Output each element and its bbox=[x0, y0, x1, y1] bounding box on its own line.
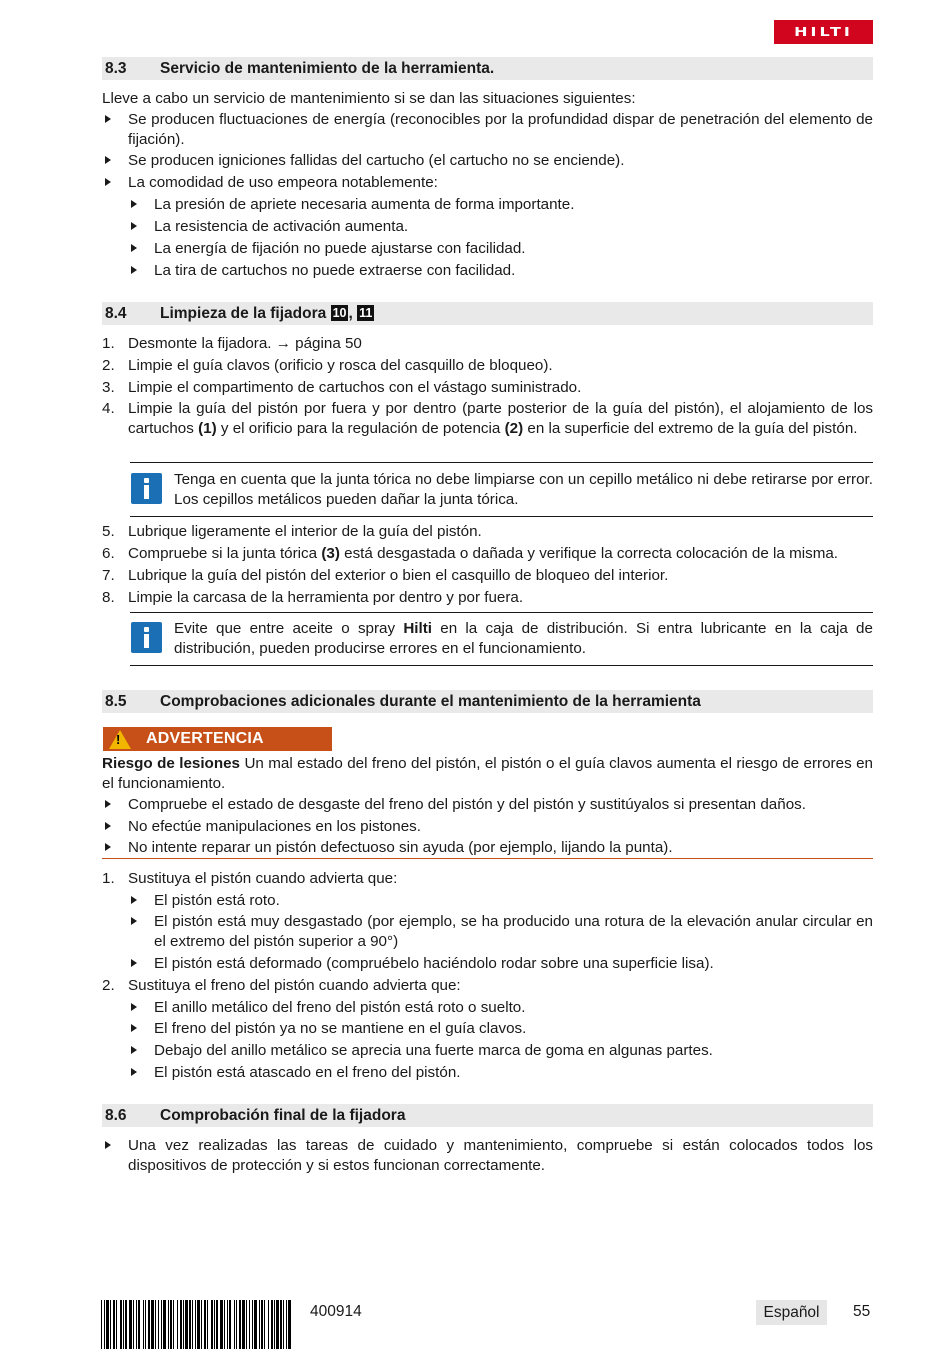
warning-triangle-icon bbox=[109, 730, 131, 749]
section-8-3-header bbox=[102, 57, 873, 80]
brand-name: Hilti bbox=[403, 620, 433, 637]
risk-statement bbox=[102, 754, 873, 793]
sub-list-item: El pistón está roto. bbox=[154, 892, 280, 909]
section-number: 8.5 bbox=[105, 693, 127, 710]
warning-banner bbox=[103, 727, 332, 751]
list-item: Una vez realizadas las tareas de cuidado y mantenimiento, compruebe si están colocados todos los dispositivos de protección y si estos funcionan correctamente. bbox=[128, 1137, 873, 1174]
bullet-icon bbox=[105, 843, 111, 851]
note-rule-top bbox=[130, 462, 873, 463]
callout-ref: (1) bbox=[198, 419, 217, 437]
bullet-icon bbox=[105, 156, 111, 164]
section-title-wrap bbox=[160, 302, 374, 325]
step-text-part: Compruebe si la junta tórica bbox=[128, 545, 318, 562]
step-text: Lubrique la guía del pistón del exterior o bien el casquillo de bloqueo del interior. bbox=[128, 567, 669, 584]
list-item: Se producen igniciones fallidas del cartucho (el cartucho no se enciende). bbox=[128, 152, 625, 169]
step-number: 2. bbox=[102, 357, 115, 374]
info-icon bbox=[131, 622, 162, 653]
step-number: 3. bbox=[102, 379, 115, 396]
step-number: 1. bbox=[102, 870, 115, 887]
step-text: Limpie el compartimento de cartuchos con el vástago suministrado. bbox=[128, 379, 582, 396]
list-item: No intente reparar un pistón defectuoso sin ayuda (por ejemplo, lijando la punta). bbox=[128, 839, 673, 856]
bullet-icon bbox=[131, 222, 137, 230]
step-text: Lubrique ligeramente el interior de la guía del pistón. bbox=[128, 523, 482, 540]
step-text: Sustituya el freno del pistón cuando advierta que: bbox=[128, 977, 461, 994]
warning-rule bbox=[102, 858, 873, 859]
list-item: No efectúe manipulaciones en los pistones. bbox=[128, 818, 421, 835]
sub-list-item: El pistón está muy desgastado (por ejemplo, se ha producido una rotura de la elevación anular circular en el extremo del pistón superior a 90°) bbox=[154, 913, 873, 950]
step-text-part: Limpie la guía del pistón por fuera y por dentro (parte posterior de la guía del pistón), el alojamiento de los cartuchos bbox=[128, 400, 873, 437]
risk-text: Un mal estado del freno del pistón, el pistón o el guía clavos aumenta el riesgo de errores en el funcionamiento. bbox=[102, 755, 873, 792]
figure-ref: 10 bbox=[332, 306, 347, 320]
sub-list-item: El pistón está atascado en el freno del pistón. bbox=[154, 1064, 461, 1081]
bullet-icon bbox=[131, 244, 137, 252]
section-title: Limpieza de la fijadora bbox=[160, 305, 327, 322]
sub-list-item: La resistencia de activación aumenta. bbox=[154, 218, 409, 235]
warning-label: ADVERTENCIA bbox=[146, 730, 264, 748]
page-reference[interactable]: → página 50 bbox=[275, 335, 362, 352]
step-text-part: y el orificio para la regulación de potencia bbox=[220, 419, 501, 437]
sub-list-item: El freno del pistón ya no se mantiene en el guía clavos. bbox=[154, 1020, 527, 1037]
sub-list-item: La presión de apriete necesaria aumenta de forma importante. bbox=[154, 196, 575, 213]
section-8-5-header bbox=[102, 690, 873, 713]
bullet-icon bbox=[131, 1068, 137, 1076]
section-number: 8.6 bbox=[105, 1107, 127, 1124]
bullet-icon bbox=[105, 800, 111, 808]
step-text bbox=[128, 399, 873, 438]
section-number: 8.3 bbox=[105, 60, 127, 77]
bullet-icon bbox=[105, 1141, 111, 1149]
step-number: 6. bbox=[102, 545, 115, 562]
bullet-icon bbox=[131, 896, 137, 904]
bullet-icon bbox=[105, 178, 111, 186]
page-number: 55 bbox=[853, 1303, 871, 1320]
section-8-6-header bbox=[102, 1104, 873, 1127]
section-title: Comprobación final de la fijadora bbox=[160, 1107, 406, 1124]
list-item: Se producen fluctuaciones de energía (reconocibles por la profundidad dispar de penetración del elemento de fijación). bbox=[128, 111, 873, 148]
step-number: 4. bbox=[102, 400, 115, 417]
step-number: 5. bbox=[102, 523, 115, 540]
bullet-icon bbox=[131, 200, 137, 208]
section-number: 8.4 bbox=[105, 305, 127, 322]
list-item: La comodidad de uso empeora notablemente: bbox=[128, 174, 438, 191]
section-8-4-header bbox=[102, 302, 873, 325]
callout-ref: (3) bbox=[321, 545, 340, 562]
bullet-icon bbox=[131, 266, 137, 274]
note-rule-bottom bbox=[130, 665, 873, 666]
document-code: 400914 bbox=[310, 1303, 362, 1320]
bullet-icon bbox=[105, 822, 111, 830]
section-title: Comprobaciones adicionales durante el mantenimiento de la herramienta bbox=[160, 693, 701, 710]
bullet-icon bbox=[131, 1024, 137, 1032]
step-number: 8. bbox=[102, 589, 115, 606]
step-number: 1. bbox=[102, 335, 115, 352]
logo-text: HILTI bbox=[794, 24, 853, 40]
sub-list-item: La tira de cartuchos no puede extraerse con facilidad. bbox=[154, 262, 516, 279]
step-number: 7. bbox=[102, 567, 115, 584]
step-text: Sustituya el pistón cuando advierta que: bbox=[128, 870, 398, 887]
language-tab: Español bbox=[756, 1300, 827, 1325]
step-text-part: en la superficie del extremo de la guía del pistón. bbox=[527, 419, 858, 437]
separator: , bbox=[348, 305, 353, 322]
step-number: 2. bbox=[102, 977, 115, 994]
callout-ref: (2) bbox=[504, 419, 524, 437]
note-text-part: Evite que entre aceite o spray bbox=[174, 620, 396, 637]
sub-list-item: El pistón está deformado (compruébelo haciéndolo rodar sobre una superficie lisa). bbox=[154, 955, 714, 972]
bullet-icon bbox=[131, 959, 137, 967]
note-text-part: en la caja de distribución. Si entra lubricante en la caja de distribución, pueden producirse errores en el funcionamiento. bbox=[174, 620, 873, 657]
info-note: Tenga en cuenta que la junta tórica no debe limpiarse con un cepillo metálico ni debe retirarse por error. Los cepillos metálicos pueden dañar la junta tórica. bbox=[174, 471, 873, 508]
step-text-main: Desmonte la fijadora. bbox=[128, 335, 272, 352]
list-item: Compruebe el estado de desgaste del freno del pistón y del pistón y sustitúyalos si presentan daños. bbox=[128, 796, 806, 813]
note-rule-top bbox=[130, 612, 873, 613]
hilti-logo bbox=[774, 20, 873, 44]
step-text: Limpie la carcasa de la herramienta por dentro y por fuera. bbox=[128, 589, 524, 606]
step-text bbox=[128, 334, 873, 354]
step-text bbox=[128, 544, 873, 564]
bullet-icon bbox=[105, 115, 111, 123]
bullet-icon bbox=[131, 1003, 137, 1011]
barcode bbox=[101, 1300, 291, 1349]
info-note bbox=[174, 619, 873, 658]
sub-list-item: La energía de fijación no puede ajustarse con facilidad. bbox=[154, 240, 526, 257]
step-text-part: está desgastada o dañada y verifique la correcta colocación de la misma. bbox=[344, 545, 839, 562]
info-icon bbox=[131, 473, 162, 504]
figure-ref: 11 bbox=[359, 306, 373, 320]
step-text: Limpie el guía clavos (orificio y rosca del casquillo de bloqueo). bbox=[128, 357, 553, 374]
sub-list-item: El anillo metálico del freno del pistón está roto o suelto. bbox=[154, 999, 526, 1016]
risk-title: Riesgo de lesiones bbox=[102, 755, 240, 772]
section-title: Servicio de mantenimiento de la herramienta. bbox=[160, 60, 495, 77]
bullet-icon bbox=[131, 917, 137, 925]
warning-symbol: ! bbox=[116, 731, 121, 747]
note-rule-bottom bbox=[130, 516, 873, 517]
sub-list-item: Debajo del anillo metálico se aprecia una fuerte marca de goma en algunas partes. bbox=[154, 1042, 713, 1059]
section-8-3-intro: Lleve a cabo un servicio de mantenimiento si se dan las situaciones siguientes: bbox=[102, 90, 636, 107]
bullet-icon bbox=[131, 1046, 137, 1054]
